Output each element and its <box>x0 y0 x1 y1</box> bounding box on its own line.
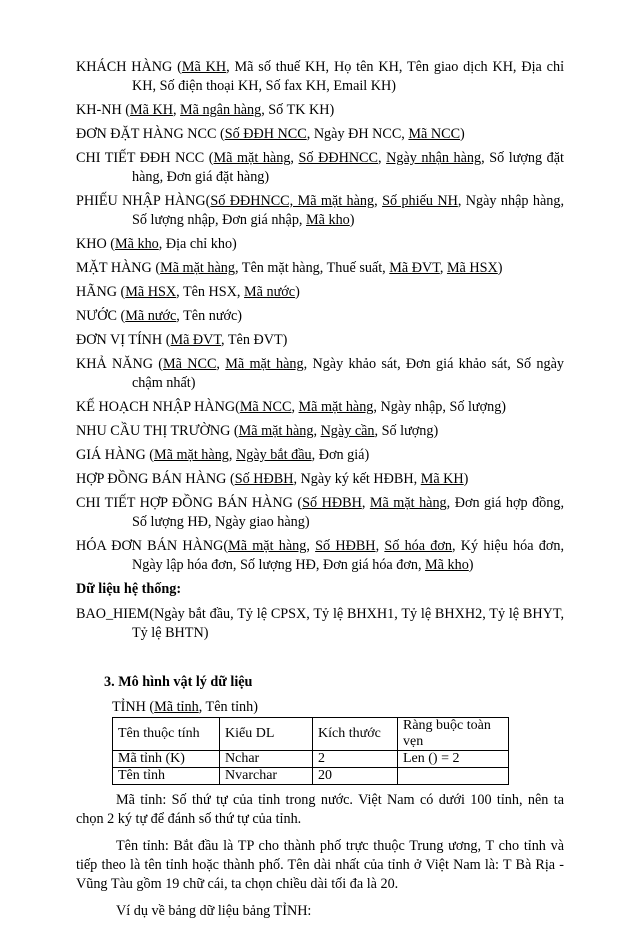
table-header-cell: Kích thước <box>313 718 398 751</box>
table-header-cell: Kiểu DL <box>220 718 313 751</box>
entity-text: HÃNG ( <box>76 284 126 300</box>
entity-text: NƯỚC ( <box>76 308 126 324</box>
key-attribute: Mã mặt hàng <box>228 538 307 554</box>
entity-text: , <box>216 356 226 372</box>
entity-text: , Tên mặt hàng, Thuế suất, <box>234 260 390 276</box>
entity-line <box>76 125 564 144</box>
entity-line <box>76 355 564 393</box>
entity-text: , <box>291 399 299 415</box>
entity-text: ) <box>349 212 355 228</box>
key-attribute: Mã HSX <box>446 260 498 276</box>
key-attribute: Ngày cần <box>320 423 375 439</box>
key-attribute: Mã KH <box>181 59 227 75</box>
entity-text: , Ngày nhập hàng, Số lượng nhập, Đơn giá nhập, <box>132 193 564 228</box>
table-cell: Nchar <box>220 751 313 768</box>
entity-text: , Số lượng đặt hàng, Đơn giá đặt hàng) <box>132 150 564 185</box>
table-title-suffix: , Tên tỉnh) <box>198 699 258 715</box>
key-attribute: Mã mặt hàng <box>213 150 291 166</box>
entity-text: KẾ HOẠCH NHẬP HÀNG( <box>76 399 240 415</box>
table-title-prefix: TỈNH ( <box>112 699 155 715</box>
key-attribute: Mã mặt hàng <box>238 423 314 439</box>
entity-line <box>76 446 564 465</box>
key-attribute: Mã NCC <box>163 356 217 372</box>
entity-text: , Số lượng) <box>374 423 439 439</box>
key-attribute: Số HĐBH <box>234 471 294 487</box>
entity-line <box>76 283 564 302</box>
paragraph-example: Ví dụ về bảng dữ liệu bảng TỈNH: <box>116 903 312 919</box>
key-attribute: Mã nước <box>125 308 177 324</box>
key-attribute: Mã ngân hàng <box>180 102 262 118</box>
entity-text: , <box>306 538 316 554</box>
entity-list <box>76 58 564 575</box>
entity-text: , <box>228 447 236 463</box>
entity-line <box>76 422 564 441</box>
table-header-cell: Tên thuộc tính <box>113 718 220 751</box>
entity-text: , <box>313 423 321 439</box>
entity-text: , Địa chỉ kho) <box>158 236 237 252</box>
entity-text: KHẢ NĂNG ( <box>76 356 164 372</box>
entity-text: , Số TK KH) <box>261 102 335 118</box>
key-attribute: Mã mặt hàng <box>160 260 235 276</box>
entity-line <box>76 494 564 532</box>
entity-text: , Ngày ĐH NCC, <box>306 126 409 142</box>
entity-text: CHI TIẾT HỢP ĐỒNG BÁN HÀNG ( <box>76 495 303 511</box>
paragraph-ma-tinh: Mã tỉnh: Số thứ tự của tỉnh trong nước. Việt Nam có dưới 100 tỉnh, nên ta chọn 2 ký tự để đánh số thứ tự của tỉnh. <box>76 792 564 827</box>
entity-text: , Tên HSX, <box>176 284 245 300</box>
entity-text: , <box>374 193 383 209</box>
key-attribute: Mã mặt hàng <box>154 447 229 463</box>
entity-line <box>76 398 564 417</box>
section-heading: 3. Mô hình vật lý dữ liệu <box>104 674 253 690</box>
entity-text: HÓA ĐƠN BÁN HÀNG( <box>76 538 229 554</box>
entity-text: , Tên nước) <box>176 308 243 324</box>
key-attribute: Mã NCC <box>239 399 292 415</box>
entity-line <box>76 307 564 326</box>
table-header-row <box>113 718 509 751</box>
key-attribute: Số HĐBH <box>302 495 362 511</box>
entity-line <box>76 331 564 350</box>
key-attribute: Mã nước <box>244 284 296 300</box>
entity-line <box>76 101 564 120</box>
key-attribute: Mã mặt hàng <box>298 399 374 415</box>
document-page <box>76 58 564 929</box>
table-title <box>112 698 564 717</box>
entity-text: , Ngày khảo sát, Đơn giá khảo sát, Số ngày chậm nhất) <box>132 356 565 391</box>
entity-text: , <box>439 260 447 276</box>
system-entity: BAO_HIEM(Ngày bắt đầu, Tỷ lệ CPSX, Tỷ lệ BHXH1, Tỷ lệ BHXH2, Tỷ lệ BHYT, Tỷ lệ BHTN) <box>76 606 564 641</box>
key-attribute: Mã ĐVT <box>389 260 440 276</box>
table-cell: 2 <box>313 751 398 768</box>
entity-line <box>76 58 564 96</box>
key-attribute: Số HĐBH <box>315 538 376 554</box>
entity-text: , Đơn giá) <box>311 447 370 463</box>
entity-line <box>76 470 564 489</box>
key-attribute: Mã mặt hàng <box>225 356 304 372</box>
key-attribute: Mã mặt hàng <box>369 495 447 511</box>
table-cell: Nvarchar <box>220 768 313 785</box>
key-attribute: Mã kho <box>115 236 159 252</box>
entity-text: , <box>290 150 299 166</box>
entity-line <box>76 259 564 278</box>
key-attribute: Số hóa đơn <box>384 538 453 554</box>
entity-text: KH-NH ( <box>76 102 130 118</box>
entity-text: KHÁCH HÀNG ( <box>76 59 182 75</box>
entity-text: ) <box>463 471 469 487</box>
entity-text: ĐƠN VỊ TÍNH ( <box>76 332 171 348</box>
key-attribute: Mã kho <box>306 212 350 228</box>
entity-text: , <box>361 495 370 511</box>
table-cell: 20 <box>313 768 398 785</box>
entity-text: , Đơn giá hợp đồng, Số lượng HĐ, Ngày giao hàng) <box>132 495 564 530</box>
entity-line <box>76 192 564 230</box>
entity-text: CHI TIẾT ĐĐH NCC ( <box>76 150 214 166</box>
table-row <box>113 751 509 768</box>
entity-text: ĐƠN ĐẶT HÀNG NCC ( <box>76 126 225 142</box>
key-attribute: Số ĐĐHNCC <box>298 150 378 166</box>
key-attribute: Ngày nhận hàng <box>386 150 482 166</box>
entity-line <box>76 235 564 254</box>
paragraph-ten-tinh: Tên tỉnh: Bắt đầu là TP cho thành phố trực thuộc Trung ương, T cho tỉnh và tiếp theo là tên tỉnh hoặc thành phố. Tên dài nhất của tỉnh ở Việt Nam là: T Bà Rịa - Vũng Tàu gồm 19 chữ cái, ta chọn chiều dài tối đa là 20. <box>76 838 564 892</box>
entity-text: ) <box>295 284 300 300</box>
key-attribute: Mã kho <box>425 557 469 573</box>
entity-text: , <box>172 102 181 118</box>
key-attribute: Mã ĐVT <box>170 332 222 348</box>
attribute-table <box>112 717 509 785</box>
key-attribute: Số phiếu NH <box>382 193 458 209</box>
entity-text: NHU CẦU THỊ TRƯỜNG ( <box>76 423 239 439</box>
table-cell: Tên tỉnh <box>113 768 220 785</box>
table-cell <box>398 768 509 785</box>
entity-text: , Tên ĐVT) <box>221 332 288 348</box>
entity-text: HỢP ĐỒNG BÁN HÀNG ( <box>76 471 235 487</box>
key-attribute: Số ĐĐHNCC, Mã mặt hàng <box>210 193 375 209</box>
table-cell: Len () = 2 <box>398 751 509 768</box>
key-attribute: Mã KH <box>420 471 464 487</box>
table-header-cell: Ràng buộc toàn vẹn <box>398 718 509 751</box>
entity-line <box>76 149 564 187</box>
key-attribute: Ngày bắt đầu <box>235 447 312 463</box>
entity-text: ) <box>468 557 474 573</box>
key-attribute: Số ĐĐH NCC <box>224 126 307 142</box>
entity-text: , Mã số thuế KH, Họ tên KH, Tên giao dịch KH, Địa chỉ KH, Số điện thoại KH, Số fax KH, Email KH) <box>132 59 565 94</box>
key-attribute: Mã NCC <box>408 126 461 142</box>
entity-text: KHO ( <box>76 236 116 252</box>
key-attribute: Mã HSX <box>125 284 177 300</box>
entity-text: ) <box>460 126 465 142</box>
table-title-key: Mã tỉnh <box>154 699 199 715</box>
table-row <box>113 768 509 785</box>
entity-text: , Ngày ký kết HĐBH, <box>293 471 421 487</box>
entity-text: , Ngày nhập, Số lượng) <box>373 399 507 415</box>
entity-line <box>76 537 564 575</box>
system-data-title: Dữ liệu hệ thống: <box>76 581 182 597</box>
entity-text: GIÁ HÀNG ( <box>76 447 155 463</box>
key-attribute: Mã KH <box>129 102 173 118</box>
entity-text: , <box>378 150 387 166</box>
entity-text: PHIẾU NHẬP HÀNG( <box>76 193 211 209</box>
entity-text: MẶT HÀNG ( <box>76 260 161 276</box>
entity-text: , Ký hiệu hóa đơn, Ngày lập hóa đơn, Số lượng HĐ, Đơn giá hóa đơn, <box>132 538 565 573</box>
table-cell: Mã tỉnh (K) <box>113 751 220 768</box>
entity-text: , <box>375 538 385 554</box>
entity-text: ) <box>497 260 503 276</box>
